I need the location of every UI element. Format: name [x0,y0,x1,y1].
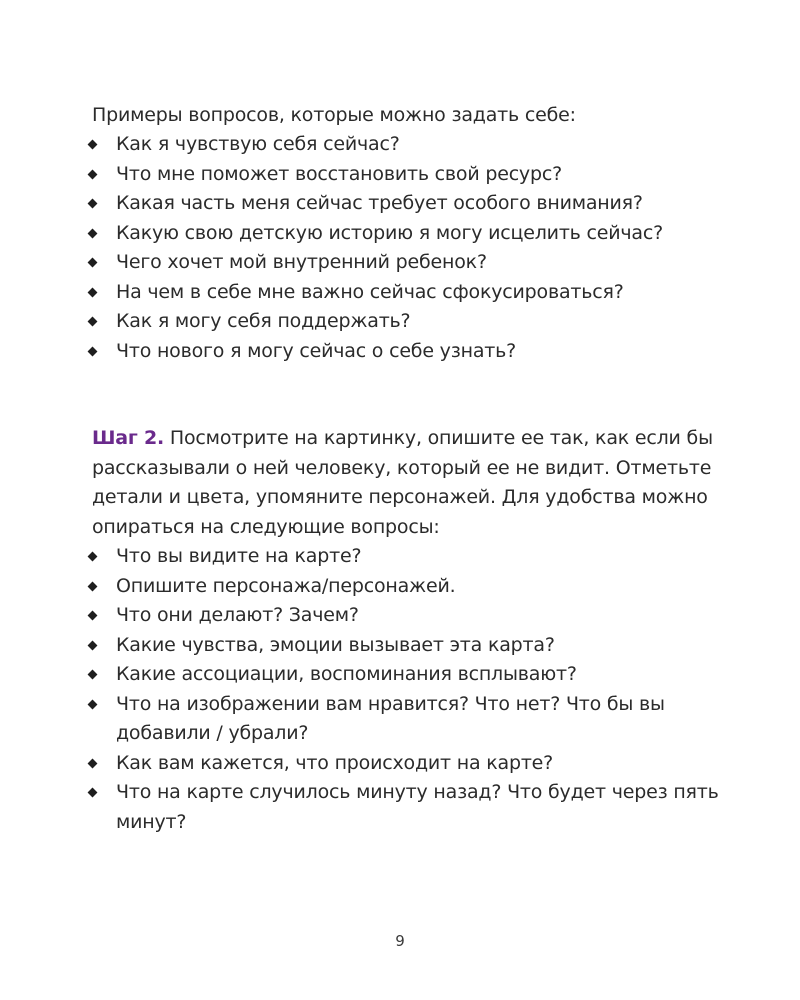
list-item [87,601,737,631]
list-item [87,160,737,190]
list-item [87,337,737,367]
step-2-label: Шаг 2. [92,427,165,449]
list-item [87,690,737,749]
list-item [87,778,737,837]
list-item-text: Как я могу себя поддержать? [116,310,411,332]
list-item [87,278,737,308]
diamond-bullet-icon [87,749,97,779]
list-item-text: Что вы видите на карте? [116,545,362,567]
list-item [87,749,737,779]
list-item [87,631,737,661]
card-questions-list [87,542,737,837]
list-item-text: На чем в себе мне важно сейчас сфокусироваться? [116,280,624,303]
list-item [87,542,737,572]
diamond-bullet-icon [87,601,97,631]
diamond-bullet-icon [87,690,97,720]
list-item-text: Что на изображении вам нравится? Что нет? Что бы вы добавили / убрали? [116,692,665,744]
diamond-bullet-icon [87,631,97,661]
diamond-bullet-icon [87,160,97,190]
self-questions-list [87,130,737,366]
list-item-text: Как я чувствую себя сейчас? [116,133,400,155]
list-item [87,572,737,602]
list-item [87,307,737,337]
list-item-text: Что на карте случилось минуту назад? Что будет через пять минут? [116,781,719,833]
diamond-bullet-icon [87,130,97,160]
intro-paragraph: Примеры вопросов, которые можно задать себе: [92,104,576,126]
list-item-text: Чего хочет мой внутренний ребенок? [116,251,487,273]
step-2-paragraph [92,424,720,542]
list-item-text: Что нового я могу сейчас о себе узнать? [116,339,517,362]
list-item [87,219,737,249]
diamond-bullet-icon [87,278,97,308]
diamond-bullet-icon [87,660,97,690]
list-item [87,189,737,219]
list-item-text: Что они делают? Зачем? [116,604,359,626]
diamond-bullet-icon [87,248,97,278]
diamond-bullet-icon [87,219,97,249]
list-item [87,660,737,690]
list-item [87,248,737,278]
list-item-text: Опишите персонажа/персонажей. [116,574,456,597]
step-2-text: Посмотрите на картинку, опишите ее так, как если бы рассказывали о ней человеку, который ее не видит. Отметьте детали и цвета, упомяните персонажей. Для удобства можно опираться на следующие вопросы: [92,427,713,538]
diamond-bullet-icon [87,572,97,602]
diamond-bullet-icon [87,189,97,219]
page-number: 9 [395,932,405,950]
diamond-bullet-icon [87,337,97,367]
list-item [87,130,737,160]
diamond-bullet-icon [87,542,97,572]
list-item-text: Что мне поможет восстановить свой ресурс? [116,162,562,185]
list-item-text: Какая часть меня сейчас требует особого внимания? [116,192,643,214]
list-item-text: Как вам кажется, что происходит на карте? [116,751,554,774]
diamond-bullet-icon [87,778,97,808]
list-item-text: Какую свою детскую историю я могу исцелить сейчас? [116,221,664,244]
diamond-bullet-icon [87,307,97,337]
list-item-text: Какие чувства, эмоции вызывает эта карта? [116,633,555,656]
list-item-text: Какие ассоциации, воспоминания всплывают? [116,663,577,685]
